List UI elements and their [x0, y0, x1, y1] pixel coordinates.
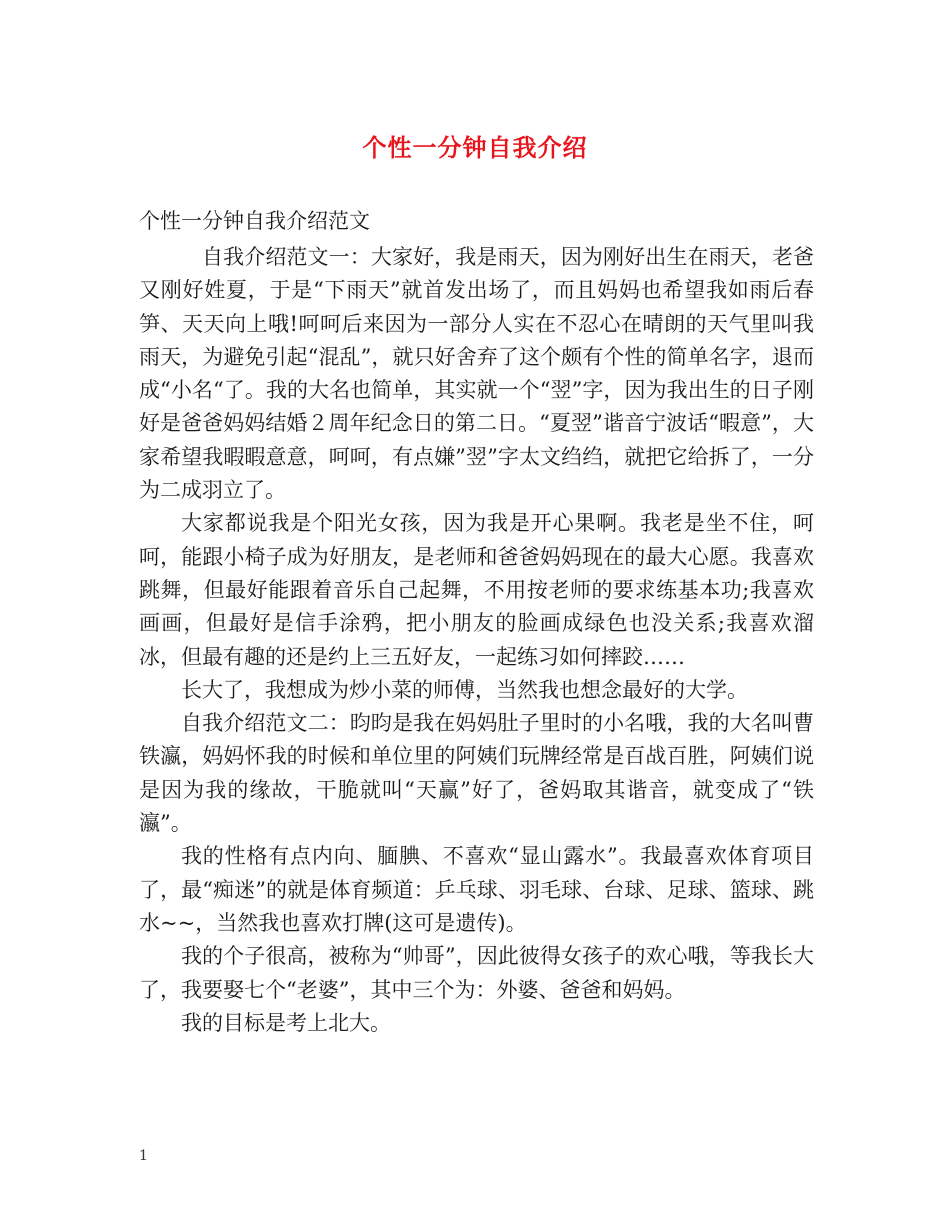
document-body	[139, 241, 814, 1040]
paragraph-goal: 我的目标是考上北大。	[181, 1010, 391, 1035]
document-subtitle: 个性一分钟自我介绍范文	[139, 209, 370, 233]
paragraph-sunshine-girl: 大家都说我是个阳光女孩，因为我是开心果啊。我老是坐不住，呵呵，能跟小椅子成为好朋友，是老师和爸爸妈妈现在的最大心愿。我喜欢跳舞，但最好能跟着音乐自己起舞，不用按老师的要求练基本功;我喜欢画画，但最好是信手涂鸦，把小朋友的脸画成绿色也没关系;我喜欢溜冰，但最有趣的还是约上三五好友，一起练习如何摔跤……	[139, 511, 814, 669]
paragraph-tall: 我的个子很高，被称为“帅哥”，因此彼得女孩子的欢心哦，等我长大了，我要娶七个“老婆”，其中三个为：外婆、爸爸和妈妈。	[139, 944, 814, 1002]
paragraph-personality: 我的性格有点内向、腼腆、不喜欢“显山露水”。我最喜欢体育项目了，最“痴迷”的就是体育频道：乒乓球、羽毛球、台球、足球、篮球、跳水~~，当然我也喜欢打牌(这可是遗传)。	[139, 844, 814, 935]
paragraph-intro-two: 自我介绍范文二：昀昀是我在妈妈肚子里时的小名哦，我的大名叫曹铁瀛，妈妈怀我的时候和单位里的阿姨们玩牌经常是百战百胜，阿姨们说是因为我的缘故，干脆就叫“天赢”好了，爸妈取其谐音，就变成了“铁瀛”。	[139, 711, 814, 836]
page-number: 1	[139, 1148, 148, 1164]
paragraph-future-chef: 长大了，我想成为炒小菜的师傅，当然我也想念最好的大学。	[181, 677, 748, 702]
paragraph-intro-one: 自我介绍范文一：大家好，我是雨天，因为刚好出生在雨天，老爸又刚好姓夏，于是“下雨天”就首发出场了，而且妈妈也希望我如雨后春笋、天天向上哦!呵呵后来因为一部分人实在不忍心在晴朗的天气里叫我雨天，为避免引起“混乱”，就只好舍弃了这个颇有个性的简单名字，退而成“小名“了。我的大名也简单，其实就一个“翌”字，因为我出生的日子刚好是爸爸妈妈结婚２周年纪念日的第二日。“夏翌”谐音宁波话“暇意”，大家希望我暇暇意意，呵呵，有点嫌”翌”字太文绉绉，就把它给拆了，一分为二成羽立了。	[139, 245, 814, 503]
document-title: 个性一分钟自我介绍	[362, 133, 588, 162]
